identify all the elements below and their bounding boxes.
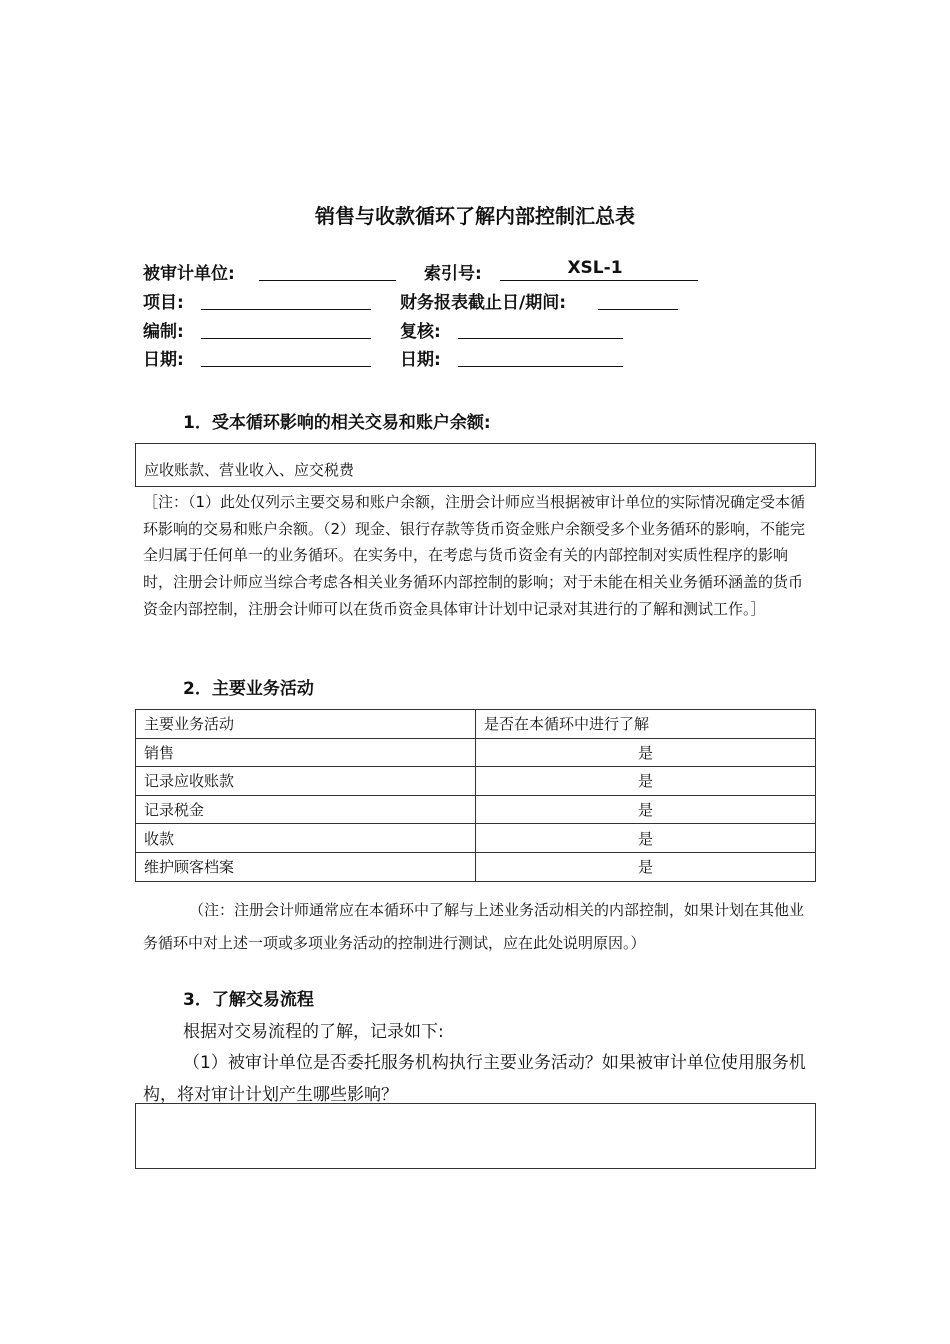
column-header-activity: 主要业务活动 [136, 710, 476, 739]
section2-heading: 2．主要业务活动 [183, 679, 314, 699]
period-label: 财务报表截止日/期间: [400, 293, 567, 313]
index-value: XSL-1 [567, 258, 623, 278]
reviewer-field[interactable] [458, 338, 623, 339]
project-field[interactable] [201, 309, 371, 310]
activity-cell: 收款 [136, 824, 476, 853]
activity-cell: 记录应收账款 [136, 767, 476, 796]
activity-cell: 销售 [136, 738, 476, 767]
date-label-preparer: 日期: [143, 350, 184, 370]
project-label: 项目: [143, 293, 184, 313]
date-label-reviewer: 日期: [400, 350, 441, 370]
section3-question1: （1）被审计单位是否委托服务机构执行主要业务活动？如果被审计单位使用服务机构，将对审计计划产生哪些影响？ [143, 1053, 806, 1105]
activity-cell: 记录税金 [136, 795, 476, 824]
table-row [136, 767, 816, 796]
section2-note [143, 894, 811, 960]
table-row [136, 738, 816, 767]
table-row [136, 795, 816, 824]
understood-cell: 是 [476, 852, 816, 881]
preparer-label: 编制: [143, 322, 184, 342]
activities-table [135, 709, 816, 882]
index-label: 索引号: [424, 264, 482, 284]
section2-note-text: （注：注册会计师通常应在本循环中了解与上述业务活动相关的内部控制，如果计划在其他业务循环中对上述一项或多项业务活动的控制进行测试，应在此处说明原因。） [143, 901, 805, 952]
table-header-row [136, 710, 816, 739]
section1-heading: 1．受本循环影响的相关交易和账户余额: [183, 413, 491, 433]
table-row [136, 824, 816, 853]
column-header-understood: 是否在本循环中进行了解 [476, 710, 816, 739]
accounts-text: 应收账款、营业收入、应交税费 [144, 461, 355, 479]
understood-cell: 是 [476, 738, 816, 767]
accounts-box [135, 443, 816, 487]
section3-heading: 3．了解交易流程 [183, 990, 314, 1010]
section3-intro: 根据对交易流程的了解，记录如下: [183, 1022, 444, 1042]
understood-cell: 是 [476, 824, 816, 853]
page-title: 销售与收款循环了解内部控制汇总表 [315, 204, 635, 228]
auditee-field[interactable] [259, 280, 396, 281]
answer-box[interactable] [135, 1103, 816, 1169]
date-field-reviewer[interactable] [458, 366, 623, 367]
table-row [136, 852, 816, 881]
understood-cell: 是 [476, 767, 816, 796]
period-field[interactable] [598, 309, 678, 310]
auditee-label: 被审计单位: [143, 264, 235, 284]
index-field[interactable] [500, 280, 698, 281]
reviewer-label: 复核: [400, 322, 441, 342]
date-field-preparer[interactable] [201, 366, 371, 367]
understood-cell: 是 [476, 795, 816, 824]
section1-note: ［注：（1）此处仅列示主要交易和账户余额，注册会计师应当根据被审计单位的实际情况确定受本循环影响的交易和账户余额。（2）现金、银行存款等货币资金账户余额受多个业务循环的影响，不能完全归属于任何单一的业务循环。在实务中，在考虑与货币资金有关的内部控制对实质性程序的影响时，注册会计师应当综合考虑各相关业务循环内部控制的影响；对于未能在相关业务循环涵盖的货币资金内部控制，注册会计师可以在货币资金具体审计计划中记录对其进行的了解和测试工作。］ [143, 493, 806, 618]
preparer-field[interactable] [201, 338, 371, 339]
activity-cell: 维护顾客档案 [136, 852, 476, 881]
